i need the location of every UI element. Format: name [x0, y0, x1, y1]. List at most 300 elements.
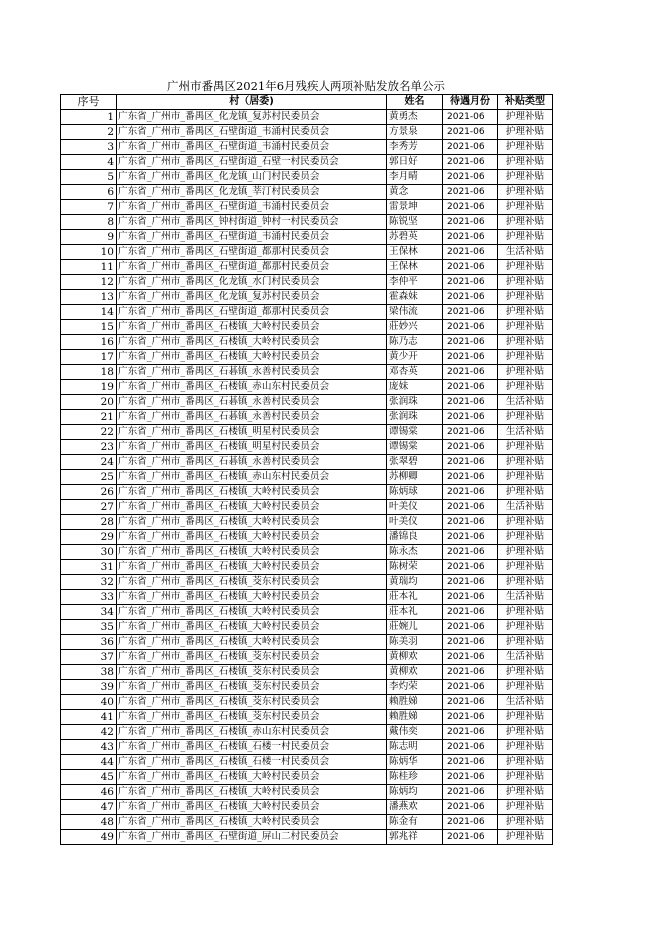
- row-seq-cell: 23: [61, 440, 117, 455]
- row-type-cell: 护理补贴: [498, 380, 553, 395]
- row-village-cell: 广东省_广州市_番禺区_钟村街道_钟村一村民委员会: [117, 215, 387, 230]
- table-row: [61, 380, 553, 395]
- table-row: [61, 530, 553, 545]
- row-type-cell: 护理补贴: [498, 305, 553, 320]
- table-row: [61, 575, 553, 590]
- table-row: [61, 215, 553, 230]
- row-village-cell: 广东省_广州市_番禺区_石壁街道_石壁一村民委员会: [117, 155, 387, 170]
- row-name-cell: 方景泉: [387, 125, 443, 140]
- row-type-cell: 生活补贴: [498, 695, 553, 710]
- row-month-cell: 2021-06: [443, 170, 498, 185]
- row-village-cell: 广东省_广州市_番禺区_石楼镇_大岭村民委员会: [117, 320, 387, 335]
- row-type-cell: 护理补贴: [498, 275, 553, 290]
- subsidy-table: [60, 94, 553, 845]
- row-type-cell: 护理补贴: [498, 110, 553, 125]
- row-month-cell: 2021-06: [443, 545, 498, 560]
- row-type-cell: 护理补贴: [498, 560, 553, 575]
- table-row: [61, 305, 553, 320]
- row-seq-cell: 27: [61, 500, 117, 515]
- row-month-cell: 2021-06: [443, 380, 498, 395]
- row-month-cell: 2021-06: [443, 770, 498, 785]
- page-title: 广州市番禺区2021年6月残疾人两项补贴发放名单公示: [166, 79, 446, 93]
- table-row: [61, 710, 553, 725]
- row-month-cell: 2021-06: [443, 410, 498, 425]
- row-month-cell: 2021-06: [443, 230, 498, 245]
- row-month-cell: 2021-06: [443, 395, 498, 410]
- row-village-cell: 广东省_广州市_番禺区_石楼镇_赤山东村民委员会: [117, 725, 387, 740]
- row-type-cell: 护理补贴: [498, 155, 553, 170]
- row-name-cell: 李灼荣: [387, 680, 443, 695]
- row-month-cell: 2021-06: [443, 110, 498, 125]
- row-name-cell: 张润珠: [387, 395, 443, 410]
- row-type-cell: 护理补贴: [498, 410, 553, 425]
- row-seq-cell: 47: [61, 800, 117, 815]
- row-seq-cell: 11: [61, 260, 117, 275]
- row-seq-cell: 42: [61, 725, 117, 740]
- row-seq-cell: 3: [61, 140, 117, 155]
- row-type-cell: 生活补贴: [498, 650, 553, 665]
- table-row: [61, 545, 553, 560]
- row-type-cell: 生活补贴: [498, 395, 553, 410]
- table-row: [61, 185, 553, 200]
- row-name-cell: 陈桂珍: [387, 770, 443, 785]
- row-month-cell: 2021-06: [443, 755, 498, 770]
- row-seq-cell: 7: [61, 200, 117, 215]
- row-name-cell: 黄少开: [387, 350, 443, 365]
- row-seq-cell: 15: [61, 320, 117, 335]
- row-month-cell: 2021-06: [443, 320, 498, 335]
- row-type-cell: 护理补贴: [498, 785, 553, 800]
- row-village-cell: 广东省_广州市_番禺区_石楼镇_茭东村民委员会: [117, 710, 387, 725]
- row-name-cell: 莊妙兴: [387, 320, 443, 335]
- row-type-cell: 护理补贴: [498, 575, 553, 590]
- table-row: [61, 290, 553, 305]
- row-seq-cell: 46: [61, 785, 117, 800]
- table-row: [61, 590, 553, 605]
- row-seq-cell: 14: [61, 305, 117, 320]
- row-village-cell: 广东省_广州市_番禺区_石楼镇_大岭村民委员会: [117, 515, 387, 530]
- table-row: [61, 260, 553, 275]
- row-month-cell: 2021-06: [443, 440, 498, 455]
- row-village-cell: 广东省_广州市_番禺区_石壁街道_屏山二村民委员会: [117, 830, 387, 845]
- row-village-cell: 广东省_广州市_番禺区_石楼镇_大岭村民委员会: [117, 815, 387, 830]
- table-row: [61, 755, 553, 770]
- row-month-cell: 2021-06: [443, 140, 498, 155]
- row-village-cell: 广东省_广州市_番禺区_石楼镇_大岭村民委员会: [117, 605, 387, 620]
- row-seq-cell: 6: [61, 185, 117, 200]
- row-month-cell: 2021-06: [443, 425, 498, 440]
- row-village-cell: 广东省_广州市_番禺区_石楼镇_大岭村民委员会: [117, 800, 387, 815]
- row-seq-cell: 9: [61, 230, 117, 245]
- row-type-cell: 护理补贴: [498, 665, 553, 680]
- row-type-cell: 护理补贴: [498, 200, 553, 215]
- row-month-cell: 2021-06: [443, 215, 498, 230]
- table-row: [61, 680, 553, 695]
- row-seq-cell: 10: [61, 245, 117, 260]
- row-name-cell: 黄柳欢: [387, 665, 443, 680]
- table-row: [61, 620, 553, 635]
- table-row: [61, 425, 553, 440]
- row-village-cell: 广东省_广州市_番禺区_石壁街道_韦涌村民委员会: [117, 125, 387, 140]
- row-seq-cell: 41: [61, 710, 117, 725]
- row-seq-cell: 37: [61, 650, 117, 665]
- row-name-cell: 王保林: [387, 245, 443, 260]
- row-village-cell: 广东省_广州市_番禺区_石楼镇_大岭村民委员会: [117, 560, 387, 575]
- row-name-cell: 谭锡棠: [387, 425, 443, 440]
- row-month-cell: 2021-06: [443, 515, 498, 530]
- row-month-cell: 2021-06: [443, 155, 498, 170]
- row-type-cell: 护理补贴: [498, 770, 553, 785]
- table-row: [61, 740, 553, 755]
- row-name-cell: 陈炳球: [387, 485, 443, 500]
- row-type-cell: 护理补贴: [498, 815, 553, 830]
- row-month-cell: 2021-06: [443, 125, 498, 140]
- row-village-cell: 广东省_广州市_番禺区_石楼镇_茭东村民委员会: [117, 575, 387, 590]
- table-row: [61, 470, 553, 485]
- row-month-cell: 2021-06: [443, 305, 498, 320]
- row-name-cell: 李仲平: [387, 275, 443, 290]
- row-month-cell: 2021-06: [443, 815, 498, 830]
- row-type-cell: 护理补贴: [498, 125, 553, 140]
- row-seq-cell: 30: [61, 545, 117, 560]
- column-header-seq: 序号: [61, 95, 117, 110]
- table-row: [61, 395, 553, 410]
- row-name-cell: 潘锦良: [387, 530, 443, 545]
- row-month-cell: 2021-06: [443, 695, 498, 710]
- row-type-cell: 护理补贴: [498, 440, 553, 455]
- table-row: [61, 320, 553, 335]
- row-type-cell: 护理补贴: [498, 710, 553, 725]
- table-row: [61, 605, 553, 620]
- row-seq-cell: 22: [61, 425, 117, 440]
- table-row: [61, 800, 553, 815]
- row-village-cell: 广东省_广州市_番禺区_石楼镇_石楼一村民委员会: [117, 755, 387, 770]
- row-name-cell: 李秀芳: [387, 140, 443, 155]
- row-village-cell: 广东省_广州市_番禺区_化龙镇_山门村民委员会: [117, 170, 387, 185]
- row-type-cell: 护理补贴: [498, 230, 553, 245]
- row-name-cell: 张翠碧: [387, 455, 443, 470]
- row-month-cell: 2021-06: [443, 800, 498, 815]
- row-seq-cell: 44: [61, 755, 117, 770]
- row-seq-cell: 24: [61, 455, 117, 470]
- row-name-cell: 黄勇杰: [387, 110, 443, 125]
- row-name-cell: 霍森妹: [387, 290, 443, 305]
- row-seq-cell: 39: [61, 680, 117, 695]
- row-seq-cell: 31: [61, 560, 117, 575]
- row-type-cell: 护理补贴: [498, 725, 553, 740]
- row-month-cell: 2021-06: [443, 200, 498, 215]
- row-seq-cell: 36: [61, 635, 117, 650]
- row-month-cell: 2021-06: [443, 620, 498, 635]
- row-name-cell: 陈永杰: [387, 545, 443, 560]
- row-village-cell: 广东省_广州市_番禺区_石楼镇_大岭村民委员会: [117, 545, 387, 560]
- row-month-cell: 2021-06: [443, 335, 498, 350]
- row-name-cell: 苏碧英: [387, 230, 443, 245]
- row-month-cell: 2021-06: [443, 665, 498, 680]
- table-row: [61, 245, 553, 260]
- table-row: [61, 335, 553, 350]
- table-row: [61, 695, 553, 710]
- table-row: [61, 125, 553, 140]
- table-header-row: [61, 95, 553, 110]
- row-village-cell: 广东省_广州市_番禺区_石楼镇_大岭村民委员会: [117, 620, 387, 635]
- row-seq-cell: 25: [61, 470, 117, 485]
- row-village-cell: 广东省_广州市_番禺区_石壁街道_都那村民委员会: [117, 260, 387, 275]
- row-village-cell: 广东省_广州市_番禺区_化龙镇_莘汀村民委员会: [117, 185, 387, 200]
- table-row: [61, 635, 553, 650]
- table-row: [61, 830, 553, 845]
- table-row: [61, 455, 553, 470]
- row-village-cell: 广东省_广州市_番禺区_石楼镇_大岭村民委员会: [117, 485, 387, 500]
- table-row: [61, 275, 553, 290]
- row-month-cell: 2021-06: [443, 740, 498, 755]
- row-type-cell: 护理补贴: [498, 530, 553, 545]
- row-name-cell: 赖胜娣: [387, 710, 443, 725]
- row-type-cell: 护理补贴: [498, 830, 553, 845]
- table-row: [61, 440, 553, 455]
- row-month-cell: 2021-06: [443, 635, 498, 650]
- row-name-cell: 陈树荣: [387, 560, 443, 575]
- row-name-cell: 李月晴: [387, 170, 443, 185]
- row-name-cell: 陈炳均: [387, 785, 443, 800]
- row-name-cell: 莊婉儿: [387, 620, 443, 635]
- row-village-cell: 广东省_广州市_番禺区_化龙镇_复苏村民委员会: [117, 110, 387, 125]
- row-seq-cell: 29: [61, 530, 117, 545]
- row-month-cell: 2021-06: [443, 470, 498, 485]
- row-seq-cell: 32: [61, 575, 117, 590]
- row-seq-cell: 21: [61, 410, 117, 425]
- column-header-village: 村（居委): [117, 95, 387, 110]
- row-name-cell: 陈乃志: [387, 335, 443, 350]
- row-seq-cell: 34: [61, 605, 117, 620]
- row-name-cell: 黄瑞均: [387, 575, 443, 590]
- row-month-cell: 2021-06: [443, 785, 498, 800]
- row-village-cell: 广东省_广州市_番禺区_石楼镇_明星村民委员会: [117, 425, 387, 440]
- row-type-cell: 护理补贴: [498, 290, 553, 305]
- row-village-cell: 广东省_广州市_番禺区_石碁镇_永善村民委员会: [117, 395, 387, 410]
- row-village-cell: 广东省_广州市_番禺区_石楼镇_赤山东村民委员会: [117, 380, 387, 395]
- row-village-cell: 广东省_广州市_番禺区_石楼镇_大岭村民委员会: [117, 335, 387, 350]
- row-type-cell: 生活补贴: [498, 500, 553, 515]
- table-row: [61, 410, 553, 425]
- row-type-cell: 护理补贴: [498, 335, 553, 350]
- row-type-cell: 护理补贴: [498, 485, 553, 500]
- row-seq-cell: 8: [61, 215, 117, 230]
- column-header-name: 姓名: [387, 95, 443, 110]
- row-village-cell: 广东省_广州市_番禺区_石楼镇_明星村民委员会: [117, 440, 387, 455]
- row-month-cell: 2021-06: [443, 605, 498, 620]
- table-row: [61, 815, 553, 830]
- row-type-cell: 护理补贴: [498, 620, 553, 635]
- row-type-cell: 护理补贴: [498, 320, 553, 335]
- row-name-cell: 莊本礼: [387, 605, 443, 620]
- row-name-cell: 黄柳欢: [387, 650, 443, 665]
- row-name-cell: 戴伟奕: [387, 725, 443, 740]
- row-village-cell: 广东省_广州市_番禺区_石壁街道_都那村民委员会: [117, 245, 387, 260]
- row-month-cell: 2021-06: [443, 365, 498, 380]
- row-village-cell: 广东省_广州市_番禺区_石碁镇_永善村民委员会: [117, 455, 387, 470]
- table-row: [61, 155, 553, 170]
- row-month-cell: 2021-06: [443, 560, 498, 575]
- row-seq-cell: 43: [61, 740, 117, 755]
- row-seq-cell: 4: [61, 155, 117, 170]
- row-month-cell: 2021-06: [443, 350, 498, 365]
- row-name-cell: 赖胜娣: [387, 695, 443, 710]
- row-name-cell: 莊本礼: [387, 590, 443, 605]
- row-type-cell: 护理补贴: [498, 350, 553, 365]
- column-header-type: 补贴类型: [498, 95, 553, 110]
- row-type-cell: 护理补贴: [498, 800, 553, 815]
- row-seq-cell: 16: [61, 335, 117, 350]
- row-name-cell: 谭锡棠: [387, 440, 443, 455]
- table-body: [61, 110, 553, 845]
- row-name-cell: 陈锐坚: [387, 215, 443, 230]
- row-name-cell: 雷景坤: [387, 200, 443, 215]
- row-type-cell: 护理补贴: [498, 140, 553, 155]
- row-month-cell: 2021-06: [443, 185, 498, 200]
- row-village-cell: 广东省_广州市_番禺区_石碁镇_永善村民委员会: [117, 365, 387, 380]
- row-village-cell: 广东省_广州市_番禺区_石楼镇_大岭村民委员会: [117, 500, 387, 515]
- row-name-cell: 叶美仪: [387, 500, 443, 515]
- row-month-cell: 2021-06: [443, 275, 498, 290]
- row-month-cell: 2021-06: [443, 260, 498, 275]
- table-row: [61, 200, 553, 215]
- row-seq-cell: 48: [61, 815, 117, 830]
- column-header-month: 待遇月份: [443, 95, 498, 110]
- row-type-cell: 护理补贴: [498, 470, 553, 485]
- row-seq-cell: 2: [61, 125, 117, 140]
- row-type-cell: 护理补贴: [498, 455, 553, 470]
- row-month-cell: 2021-06: [443, 530, 498, 545]
- row-month-cell: 2021-06: [443, 485, 498, 500]
- table-row: [61, 650, 553, 665]
- row-village-cell: 广东省_广州市_番禺区_石楼镇_茭东村民委员会: [117, 650, 387, 665]
- row-month-cell: 2021-06: [443, 830, 498, 845]
- row-name-cell: 郭兆祥: [387, 830, 443, 845]
- row-month-cell: 2021-06: [443, 590, 498, 605]
- row-village-cell: 广东省_广州市_番禺区_化龙镇_水门村民委员会: [117, 275, 387, 290]
- row-name-cell: 王保林: [387, 260, 443, 275]
- row-type-cell: 护理补贴: [498, 215, 553, 230]
- row-village-cell: 广东省_广州市_番禺区_石楼镇_石楼一村民委员会: [117, 740, 387, 755]
- row-seq-cell: 17: [61, 350, 117, 365]
- row-name-cell: 庞妹: [387, 380, 443, 395]
- row-name-cell: 邓杏英: [387, 365, 443, 380]
- row-type-cell: 护理补贴: [498, 545, 553, 560]
- table-row: [61, 365, 553, 380]
- row-name-cell: 陈金有: [387, 815, 443, 830]
- row-name-cell: 陈美羽: [387, 635, 443, 650]
- table-row: [61, 665, 553, 680]
- table-row: [61, 485, 553, 500]
- row-village-cell: 广东省_广州市_番禺区_石楼镇_茭东村民委员会: [117, 665, 387, 680]
- row-village-cell: 广东省_广州市_番禺区_石楼镇_赤山东村民委员会: [117, 470, 387, 485]
- row-village-cell: 广东省_广州市_番禺区_石楼镇_大岭村民委员会: [117, 635, 387, 650]
- row-type-cell: 护理补贴: [498, 365, 553, 380]
- row-type-cell: 护理补贴: [498, 605, 553, 620]
- row-village-cell: 广东省_广州市_番禺区_石楼镇_茭东村民委员会: [117, 695, 387, 710]
- table-row: [61, 725, 553, 740]
- table-row: [61, 785, 553, 800]
- row-seq-cell: 5: [61, 170, 117, 185]
- table-row: [61, 515, 553, 530]
- row-name-cell: 梁伟流: [387, 305, 443, 320]
- row-name-cell: 郭日好: [387, 155, 443, 170]
- row-village-cell: 广东省_广州市_番禺区_石楼镇_大岭村民委员会: [117, 350, 387, 365]
- row-seq-cell: 40: [61, 695, 117, 710]
- row-name-cell: 陈炳华: [387, 755, 443, 770]
- row-type-cell: 护理补贴: [498, 680, 553, 695]
- row-seq-cell: 1: [61, 110, 117, 125]
- table-row: [61, 230, 553, 245]
- row-seq-cell: 45: [61, 770, 117, 785]
- row-village-cell: 广东省_广州市_番禺区_化龙镇_复苏村民委员会: [117, 290, 387, 305]
- row-village-cell: 广东省_广州市_番禺区_石壁街道_韦涌村民委员会: [117, 200, 387, 215]
- row-month-cell: 2021-06: [443, 650, 498, 665]
- row-type-cell: 生活补贴: [498, 425, 553, 440]
- row-type-cell: 护理补贴: [498, 170, 553, 185]
- row-type-cell: 生活补贴: [498, 590, 553, 605]
- row-name-cell: 黄念: [387, 185, 443, 200]
- row-village-cell: 广东省_广州市_番禺区_石壁街道_都那村民委员会: [117, 305, 387, 320]
- row-month-cell: 2021-06: [443, 680, 498, 695]
- table-row: [61, 770, 553, 785]
- row-seq-cell: 13: [61, 290, 117, 305]
- row-month-cell: 2021-06: [443, 725, 498, 740]
- row-seq-cell: 49: [61, 830, 117, 845]
- row-type-cell: 护理补贴: [498, 635, 553, 650]
- row-name-cell: 陈志明: [387, 740, 443, 755]
- row-month-cell: 2021-06: [443, 455, 498, 470]
- row-seq-cell: 26: [61, 485, 117, 500]
- table-row: [61, 500, 553, 515]
- row-seq-cell: 33: [61, 590, 117, 605]
- table-row: [61, 140, 553, 155]
- row-seq-cell: 38: [61, 665, 117, 680]
- table-row: [61, 110, 553, 125]
- row-seq-cell: 20: [61, 395, 117, 410]
- row-village-cell: 广东省_广州市_番禺区_石楼镇_大岭村民委员会: [117, 590, 387, 605]
- row-type-cell: 生活补贴: [498, 245, 553, 260]
- row-village-cell: 广东省_广州市_番禺区_石壁街道_韦涌村民委员会: [117, 230, 387, 245]
- row-name-cell: 苏柳卿: [387, 470, 443, 485]
- row-village-cell: 广东省_广州市_番禺区_石壁街道_韦涌村民委员会: [117, 140, 387, 155]
- row-type-cell: 护理补贴: [498, 755, 553, 770]
- table-row: [61, 350, 553, 365]
- row-name-cell: 潘燕欢: [387, 800, 443, 815]
- row-village-cell: 广东省_广州市_番禺区_石楼镇_大岭村民委员会: [117, 530, 387, 545]
- row-month-cell: 2021-06: [443, 575, 498, 590]
- row-month-cell: 2021-06: [443, 500, 498, 515]
- row-village-cell: 广东省_广州市_番禺区_石楼镇_大岭村民委员会: [117, 785, 387, 800]
- row-seq-cell: 35: [61, 620, 117, 635]
- row-month-cell: 2021-06: [443, 290, 498, 305]
- table-row: [61, 560, 553, 575]
- row-seq-cell: 18: [61, 365, 117, 380]
- row-name-cell: 张润珠: [387, 410, 443, 425]
- row-type-cell: 护理补贴: [498, 740, 553, 755]
- row-village-cell: 广东省_广州市_番禺区_石楼镇_茭东村民委员会: [117, 680, 387, 695]
- row-name-cell: 叶美仪: [387, 515, 443, 530]
- row-type-cell: 护理补贴: [498, 260, 553, 275]
- row-village-cell: 广东省_广州市_番禺区_石楼镇_大岭村民委员会: [117, 770, 387, 785]
- row-seq-cell: 19: [61, 380, 117, 395]
- row-type-cell: 护理补贴: [498, 185, 553, 200]
- row-village-cell: 广东省_广州市_番禺区_石碁镇_永善村民委员会: [117, 410, 387, 425]
- row-month-cell: 2021-06: [443, 710, 498, 725]
- table-row: [61, 170, 553, 185]
- row-seq-cell: 12: [61, 275, 117, 290]
